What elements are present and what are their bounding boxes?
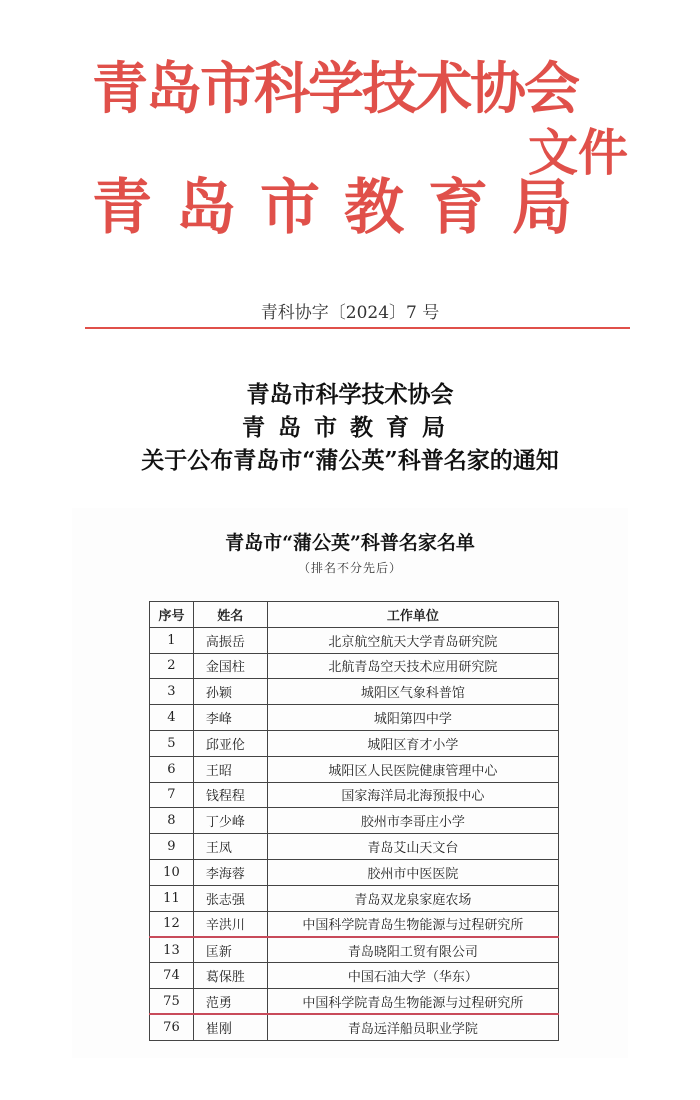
table-row <box>150 963 559 989</box>
table-row <box>150 730 559 756</box>
notice-title-line-3: 关于公布青岛市“蒲公英”科普名家的通知 <box>141 447 559 474</box>
document-header <box>0 0 700 340</box>
name-cell: 李峰 <box>193 705 267 731</box>
table-row <box>150 834 559 860</box>
seq-cell: 76 <box>150 1014 194 1040</box>
table-row <box>150 653 559 679</box>
table-row <box>150 911 559 937</box>
table-row <box>150 756 559 782</box>
column-header-name: 姓名 <box>193 602 267 628</box>
roster-table <box>149 601 559 1041</box>
org-cell: 中国科学院青岛生物能源与过程研究所 <box>267 988 558 1014</box>
table-row <box>150 1014 559 1040</box>
table-header-row <box>150 602 559 628</box>
seq-cell: 2 <box>150 653 194 679</box>
org-cell: 城阳区人民医院健康管理中心 <box>267 756 558 782</box>
seq-cell: 11 <box>150 885 194 911</box>
seq-cell: 75 <box>150 988 194 1014</box>
seq-cell: 10 <box>150 859 194 885</box>
name-cell: 孙颖 <box>193 679 267 705</box>
seq-cell: 9 <box>150 834 194 860</box>
org-cell: 青岛远洋船员职业学院 <box>267 1014 558 1040</box>
roster-sheet <box>72 508 628 1058</box>
org-cell: 胶州市李哥庄小学 <box>267 808 558 834</box>
notice-title-line-1: 青岛市科学技术协会 <box>246 381 454 408</box>
name-cell: 崔刚 <box>193 1014 267 1040</box>
seq-cell: 13 <box>150 937 194 963</box>
org-cell: 中国科学院青岛生物能源与过程研究所 <box>267 911 558 937</box>
issuer-line-2: 青岛市教育局 <box>92 173 596 243</box>
org-cell: 青岛晓阳工贸有限公司 <box>267 937 558 963</box>
seq-cell: 6 <box>150 756 194 782</box>
column-header-seq: 序号 <box>150 602 194 628</box>
org-cell: 北京航空航天大学青岛研究院 <box>267 627 558 653</box>
table-row <box>150 627 559 653</box>
table-row <box>150 679 559 705</box>
name-cell: 匡新 <box>193 937 267 963</box>
red-divider <box>85 327 630 329</box>
table-row <box>150 705 559 731</box>
notice-title-line-2: 青岛市教育局 <box>242 414 458 441</box>
org-cell: 北航青岛空天技术应用研究院 <box>267 653 558 679</box>
roster-title: 青岛市“蒲公英”科普名家名单 <box>225 532 475 554</box>
seq-cell: 12 <box>150 911 194 937</box>
name-cell: 金国柱 <box>193 653 267 679</box>
name-cell: 辛洪川 <box>193 911 267 937</box>
org-cell: 城阳区气象科普馆 <box>267 679 558 705</box>
table-row <box>150 988 559 1014</box>
table-row <box>150 937 559 963</box>
seq-cell: 5 <box>150 730 194 756</box>
org-cell: 胶州市中医医院 <box>267 859 558 885</box>
table-row <box>150 808 559 834</box>
roster-subtitle: （排名不分先后） <box>297 561 402 575</box>
seq-cell: 74 <box>150 963 194 989</box>
name-cell: 钱程程 <box>193 782 267 808</box>
roster-body <box>150 627 559 1040</box>
seq-cell: 1 <box>150 627 194 653</box>
notice-title <box>0 378 700 477</box>
doc-number: 青科协字〔2024〕7 号 <box>260 303 440 323</box>
seq-cell: 3 <box>150 679 194 705</box>
org-cell: 青岛双龙泉家庭农场 <box>267 885 558 911</box>
name-cell: 王昭 <box>193 756 267 782</box>
name-cell: 邱亚伦 <box>193 730 267 756</box>
column-header-org: 工作单位 <box>267 602 558 628</box>
name-cell: 葛保胜 <box>193 963 267 989</box>
name-cell: 张志强 <box>193 885 267 911</box>
table-row <box>150 782 559 808</box>
org-cell: 城阳第四中学 <box>267 705 558 731</box>
name-cell: 丁少峰 <box>193 808 267 834</box>
name-cell: 范勇 <box>193 988 267 1014</box>
seq-cell: 4 <box>150 705 194 731</box>
org-cell: 青岛艾山天文台 <box>267 834 558 860</box>
table-row <box>150 859 559 885</box>
issuer-line-1: 青岛市科学技术协会 <box>92 57 578 122</box>
org-cell: 中国石油大学（华东） <box>267 963 558 989</box>
org-cell: 国家海洋局北海预报中心 <box>267 782 558 808</box>
doc-type-label: 文件 <box>528 124 628 182</box>
table-row <box>150 885 559 911</box>
name-cell: 王凤 <box>193 834 267 860</box>
org-cell: 城阳区育才小学 <box>267 730 558 756</box>
seq-cell: 8 <box>150 808 194 834</box>
name-cell: 李海蓉 <box>193 859 267 885</box>
seq-cell: 7 <box>150 782 194 808</box>
name-cell: 高振岳 <box>193 627 267 653</box>
